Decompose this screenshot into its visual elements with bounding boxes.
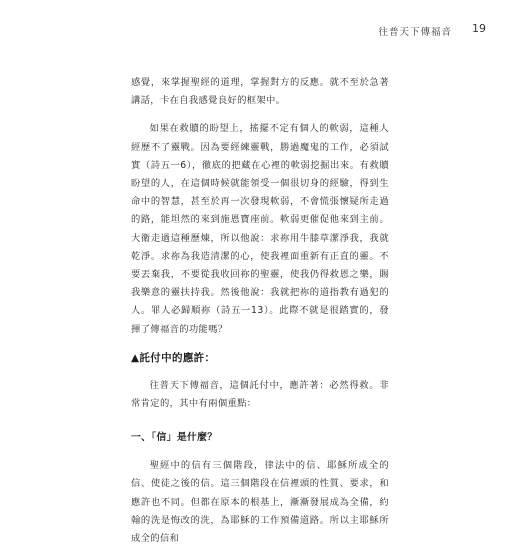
running-head-title: 往普天下傳福音 <box>378 27 452 38</box>
paragraph-4: 聖經中的信有三個階段，律法中的信、耶穌所成全的信、使徒之後的信。這三個階段在信裡頭的性質、要求，和應許也不同。但都在原本的根基上，漸漸發展成為全備，約翰的洗是悔改的洗，為耶穌的工作預備道路。所以主耶穌所成全的信和 <box>131 460 389 545</box>
subsection-heading: 一、「信」是什麼？ <box>131 432 218 444</box>
section-heading: ▲託付中的應許： <box>131 351 216 364</box>
page-body <box>131 74 389 548</box>
paragraph-1: 感覺，來掌握聖經的道理，掌握對方的反應。就不至於急著講話，卡在自我感覺良好的框架中。 <box>131 77 389 107</box>
paragraph-2: 如果在救贖的盼望上，搖擺不定有個人的軟弱，這種人經歷不了靈戰。因為要經練靈戰，勝過魔鬼的工作，必須試實（詩五一6），徹底的把藏在心裡的軟弱挖掘出來。有救贖盼望的人，在這個時候就能領受一個很切身的經驗，得到生命中的智慧，甚至於再一次發現軟弱，不會慌張懷疑所走過的路，能坦然的來到施恩寶座前。軟弱更催促他來到主前。大衛走過這種歷煉，所以他說：求祢用牛膝草潔淨我，我就乾淨。求祢為我造清潔的心，使我裡面重新有正直的靈。不要丟棄我，不要從我收回祢的聖靈，使我仍得救恩之樂，賜我樂意的靈扶持我。然後他說：我就把祢的道指教有過犯的人。罪人必歸順祢（詩五一13）。此際不就是很踏實的，發揮了傳福音的功能嗎？ <box>131 123 389 335</box>
page-number: 19 <box>472 22 486 35</box>
paragraph-3: 往普天下傳福音，這個託付中，應許著：必然得救。非常肯定的，其中有兩個重點： <box>131 379 389 410</box>
